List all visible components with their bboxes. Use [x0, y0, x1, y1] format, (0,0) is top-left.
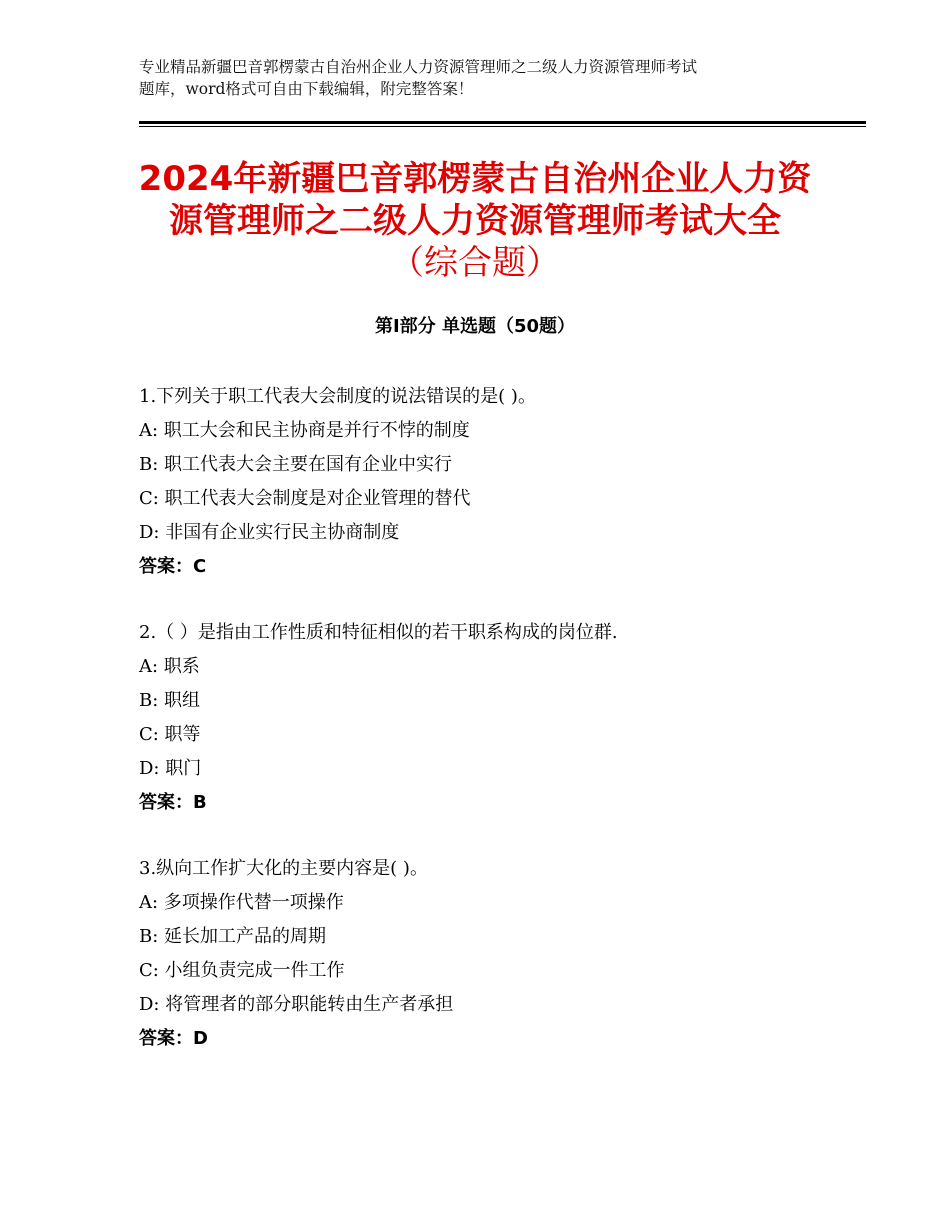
question-stem: 1.下列关于职工代表大会制度的说法错误的是( )。 — [139, 386, 536, 407]
document-title — [100, 158, 850, 284]
header-note-line-1: 专业精品新疆巴音郭楞蒙古自治州企业人力资源管理师之二级人力资源管理师考试 — [139, 58, 698, 76]
question-stem: 2.（ ）是指由工作性质和特征相似的若干职系构成的岗位群. — [139, 622, 618, 643]
document-title-line-1: 2024年新疆巴音郭楞蒙古自治州企业人力资 — [138, 159, 812, 199]
question-list — [139, 380, 859, 1088]
answer-label: 答案：B — [139, 792, 207, 813]
header-divider-thin — [139, 126, 866, 127]
option-d: D: 职门 — [139, 758, 202, 779]
option-c: C: 职等 — [139, 724, 201, 745]
option-b: B: 职工代表大会主要在国有企业中实行 — [139, 454, 453, 475]
option-d: D: 非国有企业实行民主协商制度 — [139, 522, 400, 543]
header-divider — [139, 121, 866, 127]
section-title: 第Ⅰ部分 单选题（50题） — [374, 316, 575, 337]
answer-label: 答案：C — [139, 556, 207, 577]
option-c: C: 小组负责完成一件工作 — [139, 960, 345, 981]
question-3 — [139, 852, 859, 1056]
header-note — [139, 56, 829, 100]
document-title-line-2: 源管理师之二级人力资源管理师考试大全 — [169, 201, 781, 241]
option-c: C: 职工代表大会制度是对企业管理的替代 — [139, 488, 471, 509]
question-stem: 3.纵向工作扩大化的主要内容是( )。 — [139, 858, 428, 879]
document-title-line-3: （综合题） — [390, 243, 560, 283]
answer-label: 答案：D — [139, 1028, 208, 1049]
header-note-line-2: 题库，word格式可自由下载编辑，附完整答案！ — [139, 80, 474, 98]
question-2 — [139, 616, 859, 820]
option-a: A: 多项操作代替一项操作 — [139, 892, 344, 913]
option-a: A: 职工大会和民主协商是并行不悖的制度 — [139, 420, 470, 441]
header-divider-thick — [139, 121, 866, 124]
option-b: B: 职组 — [139, 690, 201, 711]
question-1 — [139, 380, 859, 584]
option-b: B: 延长加工产品的周期 — [139, 926, 327, 947]
option-d: D: 将管理者的部分职能转由生产者承担 — [139, 994, 454, 1015]
option-a: A: 职系 — [139, 656, 200, 677]
